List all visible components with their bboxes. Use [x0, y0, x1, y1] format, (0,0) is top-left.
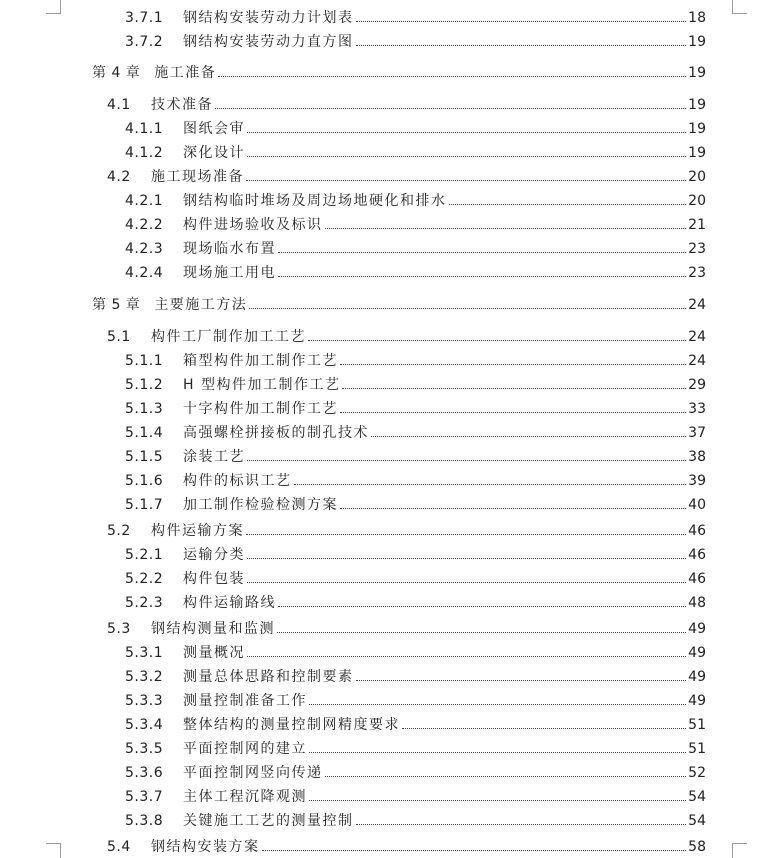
toc-section-entry[interactable] — [107, 835, 706, 855]
toc-dot-leader — [309, 752, 686, 753]
toc-subsection-entry[interactable] — [125, 543, 706, 563]
toc-entry-number: 5.2.2 — [125, 571, 164, 587]
toc-entry-title: 整体结构的测量控制网精度要求 — [183, 717, 400, 733]
toc-dot-leader — [309, 800, 686, 801]
toc-entry-page-number: 54 — [688, 813, 706, 829]
toc-entry-title: 钢结构安装劳动力计划表 — [183, 10, 354, 26]
toc-dot-leader — [402, 728, 686, 729]
toc-entry-title: 钢结构安装劳动力直方图 — [183, 34, 354, 50]
toc-subsection-entry[interactable] — [125, 761, 706, 781]
toc-entry-title: 构件运输路线 — [183, 595, 276, 611]
toc-entry-page-number: 46 — [688, 523, 706, 539]
toc-entry-title: 平面控制网的建立 — [183, 741, 307, 757]
toc-subsection-entry[interactable] — [125, 445, 706, 465]
toc-entry-title: 钢结构安装方案 — [151, 839, 260, 855]
toc-entry-title: 运输分类 — [183, 547, 245, 563]
toc-dot-leader — [294, 484, 687, 485]
page-corner-mark-top-right — [732, 0, 747, 14]
toc-section-entry[interactable] — [107, 165, 706, 185]
toc-entry-number: 5.1.7 — [125, 497, 164, 513]
toc-entry-title: 钢结构测量和监测 — [151, 621, 275, 637]
toc-entry-page-number: 51 — [688, 717, 706, 733]
toc-entry-title: 主体工程沉降观测 — [183, 789, 307, 805]
toc-entry-page-number: 18 — [688, 10, 706, 26]
toc-entry-page-number: 19 — [688, 65, 706, 81]
toc-dot-leader — [262, 850, 687, 851]
toc-subsection-entry[interactable] — [125, 189, 706, 209]
toc-entry-page-number: 23 — [688, 265, 706, 281]
toc-entry-page-number: 52 — [688, 765, 706, 781]
toc-subsection-entry[interactable] — [125, 641, 706, 661]
toc-entry-number: 5.1.5 — [125, 449, 164, 465]
toc-entry-page-number: 24 — [688, 353, 706, 369]
page-corner-mark-bottom-right — [732, 843, 747, 858]
toc-dot-leader — [247, 582, 686, 583]
toc-entry-page-number: 24 — [688, 329, 706, 345]
toc-entry-title: 构件工厂制作加工工艺 — [151, 329, 306, 345]
toc-subsection-entry[interactable] — [125, 421, 706, 441]
toc-dot-leader — [249, 308, 686, 309]
toc-entry-page-number: 23 — [688, 241, 706, 257]
toc-entry-page-number: 21 — [688, 217, 706, 233]
toc-subsection-entry[interactable] — [125, 493, 706, 513]
toc-entry-page-number: 49 — [688, 621, 706, 637]
toc-subsection-entry[interactable] — [125, 213, 706, 233]
toc-entry-number: 5.3.5 — [125, 741, 164, 757]
toc-entry-title: 测量控制准备工作 — [183, 693, 307, 709]
toc-subsection-entry[interactable] — [125, 349, 706, 369]
toc-subsection-entry[interactable] — [125, 665, 706, 685]
toc-entry-title: 技术准备 — [151, 97, 213, 113]
toc-entry-page-number: 48 — [688, 595, 706, 611]
toc-entry-title: 关键施工工艺的测量控制 — [183, 813, 354, 829]
toc-dot-leader — [340, 412, 686, 413]
toc-dot-leader — [247, 156, 686, 157]
page-corner-mark-top-left — [46, 0, 61, 14]
toc-dot-leader — [356, 680, 687, 681]
toc-entry-title: 十字构件加工制作工艺 — [183, 401, 338, 417]
toc-dot-leader — [278, 606, 686, 607]
toc-entry-page-number: 19 — [688, 97, 706, 113]
toc-entry-title: 构件运输方案 — [151, 523, 244, 539]
toc-dot-leader — [371, 436, 686, 437]
toc-dot-leader — [246, 180, 686, 181]
toc-entry-number: 5.3.8 — [125, 813, 164, 829]
toc-subsection-entry[interactable] — [125, 713, 706, 733]
toc-subsection-entry[interactable] — [125, 141, 706, 161]
toc-dot-leader — [278, 252, 686, 253]
toc-entry-page-number: 20 — [688, 169, 706, 185]
toc-dot-leader — [340, 508, 686, 509]
toc-entry-page-number: 29 — [688, 377, 706, 393]
toc-entry-number: 4.2.4 — [125, 265, 164, 281]
toc-entry-page-number: 46 — [688, 571, 706, 587]
page-corner-mark-bottom-left — [46, 843, 61, 858]
toc-entry-title: 现场临水布置 — [183, 241, 276, 257]
toc-dot-leader — [308, 340, 686, 341]
toc-entry-number: 5.3.2 — [125, 669, 164, 685]
toc-entry-title: 箱型构件加工制作工艺 — [183, 353, 338, 369]
toc-entry-number: 4.1.1 — [125, 121, 164, 137]
toc-entry-title: 平面控制网竖向传递 — [183, 765, 323, 781]
toc-dot-leader — [342, 388, 686, 389]
toc-entry-number: 5.3.7 — [125, 789, 164, 805]
toc-entry-number: 3.7.1 — [125, 10, 164, 26]
toc-dot-leader — [325, 228, 687, 229]
toc-entry-title: 构件的标识工艺 — [183, 473, 292, 489]
toc-entry-page-number: 19 — [688, 34, 706, 50]
toc-entry-page-number: 39 — [688, 473, 706, 489]
toc-entry-title: 加工制作检验检测方案 — [183, 497, 338, 513]
toc-dot-leader — [356, 21, 687, 22]
toc-dot-leader — [309, 704, 686, 705]
toc-entry-page-number: 49 — [688, 645, 706, 661]
toc-dot-leader — [356, 824, 687, 825]
toc-entry-number: 5.1.2 — [125, 377, 164, 393]
toc-dot-leader — [340, 364, 686, 365]
toc-section-entry[interactable] — [107, 617, 706, 637]
toc-entry-title: 构件进场验收及标识 — [183, 217, 323, 233]
toc-entry-title: 图纸会审 — [183, 121, 245, 137]
toc-entry-page-number: 58 — [688, 839, 706, 855]
toc-entry-title: 构件包装 — [183, 571, 245, 587]
toc-entry-page-number: 40 — [688, 497, 706, 513]
toc-entry-number: 5.2 — [107, 523, 131, 539]
toc-chapter-entry[interactable] — [92, 293, 706, 313]
toc-entry-page-number: 33 — [688, 401, 706, 417]
toc-entry-title: 高强螺栓拼接板的制孔技术 — [183, 425, 369, 441]
toc-dot-leader — [218, 76, 686, 77]
toc-dot-leader — [277, 632, 686, 633]
toc-dot-leader — [247, 132, 686, 133]
toc-subsection-entry[interactable] — [125, 567, 706, 587]
toc-entry-page-number: 38 — [688, 449, 706, 465]
toc-entry-page-number: 24 — [688, 297, 706, 313]
toc-section-entry[interactable] — [107, 325, 706, 345]
toc-dot-leader — [247, 558, 686, 559]
toc-dot-leader — [356, 45, 687, 46]
toc-subsection-entry[interactable] — [125, 237, 706, 257]
toc-entry-number: 4.1.2 — [125, 145, 164, 161]
toc-entry-page-number: 51 — [688, 741, 706, 757]
toc-dot-leader — [278, 276, 686, 277]
toc-subsection-entry[interactable] — [125, 30, 706, 50]
toc-entry-number: 4.2.1 — [125, 193, 164, 209]
toc-subsection-entry[interactable] — [125, 591, 706, 611]
toc-dot-leader — [215, 108, 686, 109]
toc-entry-title: 钢结构临时堆场及周边场地硬化和排水 — [183, 193, 447, 209]
toc-entry-page-number: 46 — [688, 547, 706, 563]
toc-entry-page-number: 37 — [688, 425, 706, 441]
toc-entry-number: 3.7.2 — [125, 34, 164, 50]
toc-entry-number: 5.4 — [107, 839, 131, 855]
toc-entry-number: 5.1.6 — [125, 473, 164, 489]
toc-entry-page-number: 49 — [688, 693, 706, 709]
toc-entry-title: 涂装工艺 — [183, 449, 245, 465]
toc-entry-number: 5.3.4 — [125, 717, 164, 733]
toc-entry-title: H 型构件加工制作工艺 — [183, 377, 341, 393]
toc-entry-number: 4.2.3 — [125, 241, 164, 257]
toc-subsection-entry[interactable] — [125, 373, 706, 393]
toc-subsection-entry[interactable] — [125, 809, 706, 829]
toc-entry-number: 5.1.3 — [125, 401, 164, 417]
toc-entry-number: 5.3.3 — [125, 693, 164, 709]
toc-subsection-entry[interactable] — [125, 397, 706, 417]
toc-dot-leader — [247, 656, 686, 657]
toc-chapter-entry[interactable] — [92, 61, 706, 81]
toc-entry-page-number: 19 — [688, 121, 706, 137]
toc-entry-title: 现场施工用电 — [183, 265, 276, 281]
toc-entry-page-number: 20 — [688, 193, 706, 209]
toc-subsection-entry[interactable] — [125, 737, 706, 757]
toc-subsection-entry[interactable] — [125, 785, 706, 805]
toc-entry-number: 4.1 — [107, 97, 131, 113]
toc-entry-page-number: 19 — [688, 145, 706, 161]
toc-entry-number: 4.2 — [107, 169, 131, 185]
toc-section-entry[interactable] — [107, 519, 706, 539]
toc-subsection-entry[interactable] — [125, 117, 706, 137]
toc-entry-page-number: 49 — [688, 669, 706, 685]
toc-dot-leader — [449, 204, 687, 205]
toc-entry-number: 4.2.2 — [125, 217, 164, 233]
toc-entry-number: 5.3.6 — [125, 765, 164, 781]
toc-entry-title: 测量概况 — [183, 645, 245, 661]
toc-entry-title: 测量总体思路和控制要素 — [183, 669, 354, 685]
toc-entry-title: 深化设计 — [183, 145, 245, 161]
toc-subsection-entry[interactable] — [125, 261, 706, 281]
toc-entry-number: 5.2.1 — [125, 547, 164, 563]
toc-dot-leader — [246, 534, 686, 535]
toc-subsection-entry[interactable] — [125, 689, 706, 709]
toc-entry-number: 5.2.3 — [125, 595, 164, 611]
toc-entry-number: 第 4 章 — [92, 65, 141, 81]
toc-entry-number: 5.3.1 — [125, 645, 164, 661]
toc-entry-title: 施工准备 — [154, 65, 217, 81]
toc-entry-title: 主要施工方法 — [154, 297, 248, 313]
toc-entry-number: 5.1 — [107, 329, 131, 345]
toc-dot-leader — [247, 460, 686, 461]
toc-entry-number: 5.1.1 — [125, 353, 164, 369]
toc-entry-number: 第 5 章 — [92, 297, 141, 313]
toc-entry-number: 5.3 — [107, 621, 131, 637]
toc-entry-page-number: 54 — [688, 789, 706, 805]
toc-subsection-entry[interactable] — [125, 6, 706, 26]
toc-entry-number: 5.1.4 — [125, 425, 164, 441]
toc-section-entry[interactable] — [107, 93, 706, 113]
toc-entry-title: 施工现场准备 — [151, 169, 244, 185]
toc-subsection-entry[interactable] — [125, 469, 706, 489]
toc-dot-leader — [325, 776, 687, 777]
